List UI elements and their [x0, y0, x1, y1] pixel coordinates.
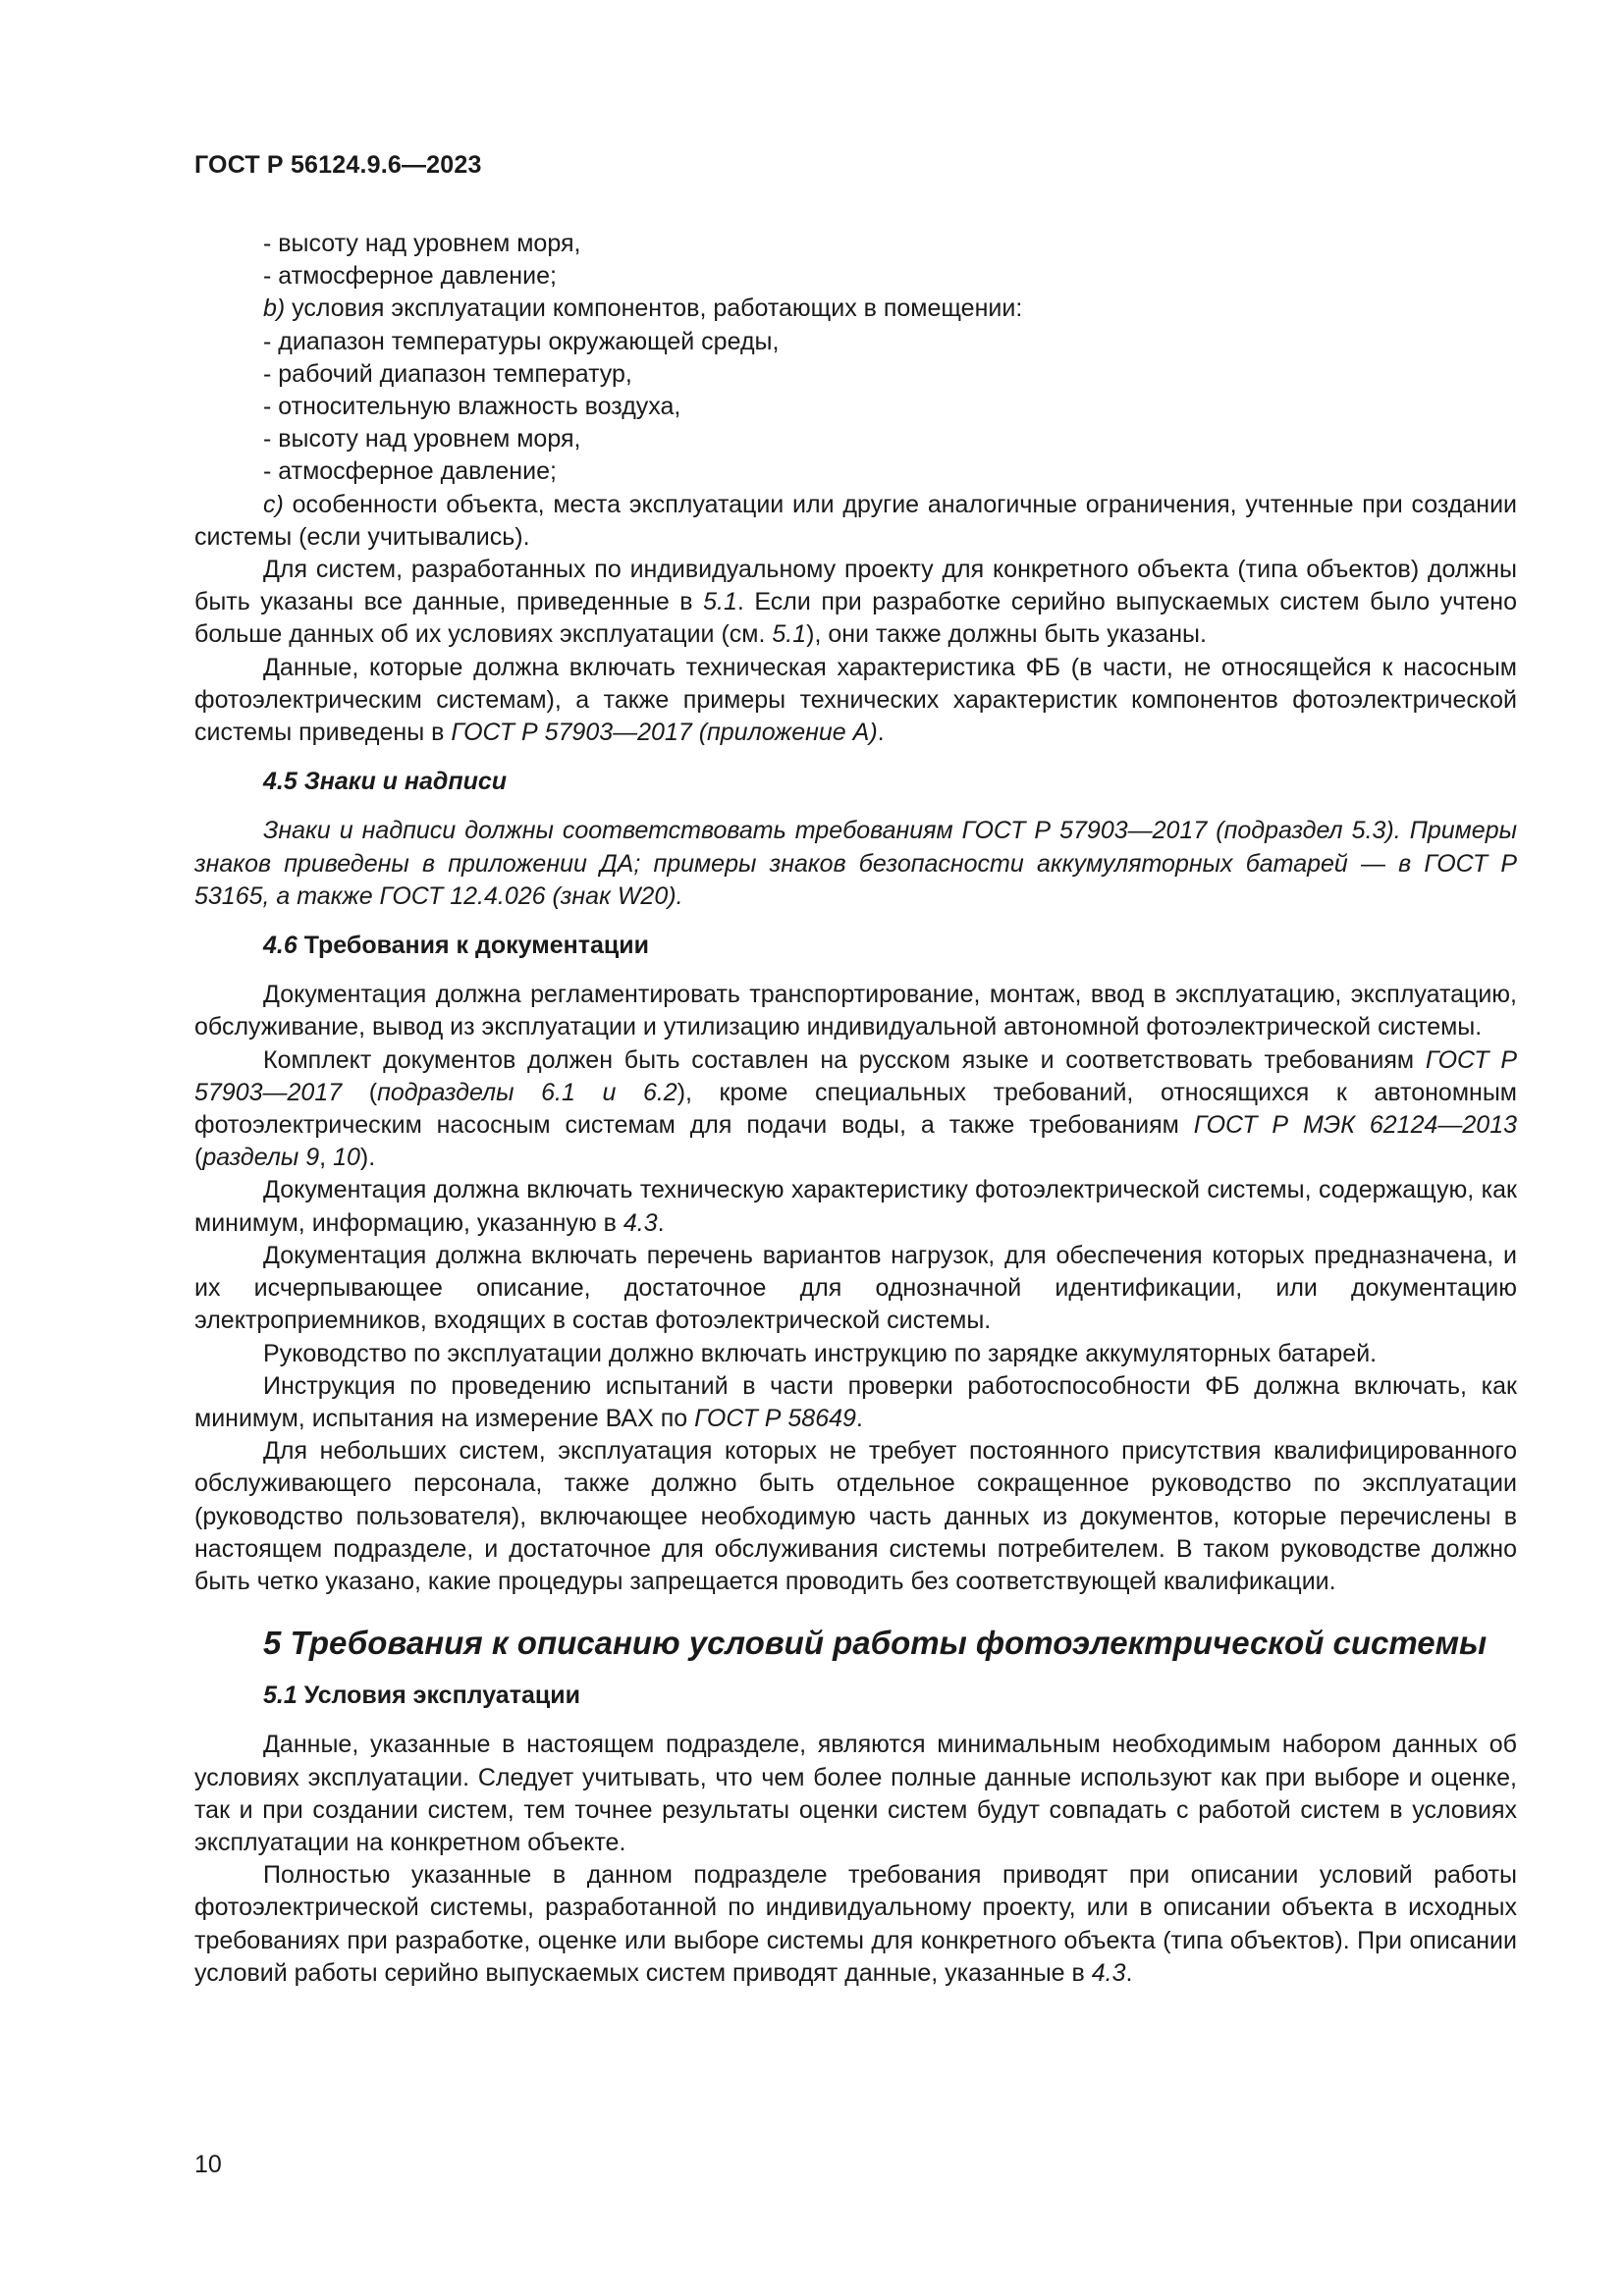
paragraph [194, 554, 1517, 652]
reference: 5.1 [772, 620, 807, 649]
text-run: . [657, 1208, 665, 1237]
list-item: - атмосферное давление; [263, 457, 557, 486]
heading-number: 4.6 [263, 932, 298, 960]
page-number: 10 [194, 2151, 222, 2178]
paragraph: Руководство по эксплуатации должно включать инструкцию по зарядке аккумуляторных батарей. [263, 1339, 1378, 1367]
text-run: Полностью указанные в данном подразделе требования приводят при описании условий работы фотоэлектрической системы, разработанной по индивидуальному проекту, или в описании объекта в исходных требованиях при разработке, оценке или выборе системы для конкретного объекта (типа объектов). При описании условий работы серийно выпускаемых систем приводят данные, указанные в [194, 1861, 1517, 1987]
text-run: Комплект документов должен быть составлен на русском языке и соответствовать требованиям [263, 1045, 1426, 1074]
document-header: ГОСТ Р 56124.9.6—2023 [194, 151, 482, 179]
paragraph: Для небольших систем, эксплуатация которых не требует постоянного присутствия квалифицированного обслуживающего персонала, также должно быть отдельное сокращенное руководство по эксплуатации (руководство пользователя), включающее необходимую часть данных из документов, которые перечислены в настоящем подразделе, и достаточное для обслуживания системы потребителем. В таком руководстве должно быть четко указано, какие процедуры запрещается проводить без соответствующей квалификации. [194, 1437, 1517, 1595]
heading-number: 5.1 [263, 1682, 298, 1710]
reference: 4.3 [623, 1208, 658, 1237]
paragraph [194, 1174, 1517, 1239]
text-run: . [855, 1404, 863, 1432]
heading-text: Требования к документации [297, 932, 649, 960]
text-run: ), они также должны быть указаны. [806, 620, 1207, 649]
reference: 5.1 [703, 588, 737, 616]
list-item-b [194, 293, 1517, 325]
text-run: ). [359, 1144, 376, 1172]
reference: ГОСТ Р 57903—2017 [194, 1045, 1517, 1106]
text-run: Инструкция по проведению испытаний в части проверки работоспособности ФБ должна включать, как минимум, испытания на измерение ВАХ по [194, 1371, 1517, 1432]
reference: ГОСТ Р 57903—2017 (приложение А) [451, 719, 878, 747]
item-letter: b) [263, 294, 286, 323]
text-run: . [877, 719, 885, 747]
list-item-c [194, 489, 1517, 554]
list-item: - высоту над уровнем моря, [263, 425, 581, 454]
paragraph: Документация должна включать перечень вариантов нагрузок, для обеспечения которых предназначена, и их исчерпывающее описание, достаточное для однозначной идентификации, или документацию электроприемников, входящих в состав фотоэлектрической системы. [194, 1241, 1517, 1335]
paragraph [194, 1859, 1517, 1990]
text-run: Данные, которые должна включать техническая характеристика ФБ (в части, не относящейся к насосным фотоэлектрическим системам), а также примеры технических характеристик компонентов фотоэлектрической системы приведены в [194, 653, 1517, 747]
paragraph [194, 815, 1517, 913]
text-run: , [319, 1144, 334, 1172]
text-run: ), кроме специальных требований, относящихся к автономным фотоэлектрическим насосным системам для подачи воды, а также требованиям [194, 1078, 1517, 1140]
list-item: - рабочий диапазон температур, [263, 359, 632, 388]
text-run: . [1125, 1958, 1133, 1987]
section-heading-5: 5 Требования к описанию условий работы фотоэлектрической системы [263, 1625, 1488, 1662]
paragraph [194, 1044, 1517, 1175]
paragraph [194, 652, 1517, 750]
reference: разделы 9 [202, 1144, 320, 1172]
subsection-heading-5-1 [194, 1680, 1517, 1712]
reference: ГОСТ Р МЭК 62124—2013 [1193, 1111, 1517, 1140]
reference: 4.3 [1091, 1958, 1126, 1987]
list-item: - высоту над уровнем моря, [263, 230, 581, 257]
item-text: условия эксплуатации компонентов, работающих в помещении: [285, 294, 1023, 323]
item-text: особенности объекта, места эксплуатации или другие аналогичные ограничения, учтенные при создании системы (если учитывались). [194, 490, 1517, 551]
heading-text: 4.5 Знаки и надписи [263, 768, 508, 796]
text-run: Для систем, разработанных по индивидуальному проекту для конкретного объекта (типа объектов) должны быть указаны все данные, приведенные в [194, 556, 1517, 616]
text-run: Документация должна включать техническую характеристику фотоэлектрической системы, содержащую, как минимум, информацию, указанную в [194, 1176, 1517, 1237]
reference: ГОСТ Р 58649 [694, 1404, 856, 1432]
heading-text: Условия эксплуатации [297, 1682, 580, 1710]
text-run: ( [342, 1078, 378, 1106]
list-item: - атмосферное давление; [263, 262, 557, 291]
list-item: - относительную влажность воздуха, [263, 393, 681, 421]
reference: 10 [333, 1144, 360, 1172]
subsection-heading-4-5 [194, 766, 1517, 798]
text-run: . Если при разработке серийно выпускаемых систем было учтено больше данных об их условиях эксплуатации (см. [194, 588, 1517, 649]
page-content [194, 228, 1517, 1990]
subsection-heading-4-6 [194, 930, 1517, 962]
reference: подразделы 6.1 и 6.2 [377, 1078, 677, 1106]
paragraph: Документация должна регламентировать транспортирование, монтаж, ввод в эксплуатацию, эксплуатацию, обслуживание, вывод из эксплуатации и утилизацию индивидуальной автономной фотоэлектрической системы. [194, 981, 1517, 1041]
list-item: - диапазон температуры окружающей среды, [263, 327, 780, 355]
text-run: ( [194, 1144, 203, 1172]
paragraph [194, 1370, 1517, 1435]
item-letter: c) [263, 490, 284, 518]
italic-text: Знаки и надписи должны соответствовать требованиям ГОСТ Р 57903—2017 (подраздел 5.3). Примеры знаков приведены в приложении ДА; примеры знаков безопасности аккумуляторных батарей — в ГОСТ Р 53165, а также ГОСТ 12.4.026 (знак W20). [194, 817, 1517, 910]
paragraph: Данные, указанные в настоящем подразделе, являются минимальным необходимым набором данных об условиях эксплуатации. Следует учитывать, что чем более полные данные используют как при выборе и оценке, так и при создании систем, тем точнее результаты оценки систем будут совпадать с работой систем в условиях эксплуатации на конкретном объекте. [194, 1731, 1517, 1856]
